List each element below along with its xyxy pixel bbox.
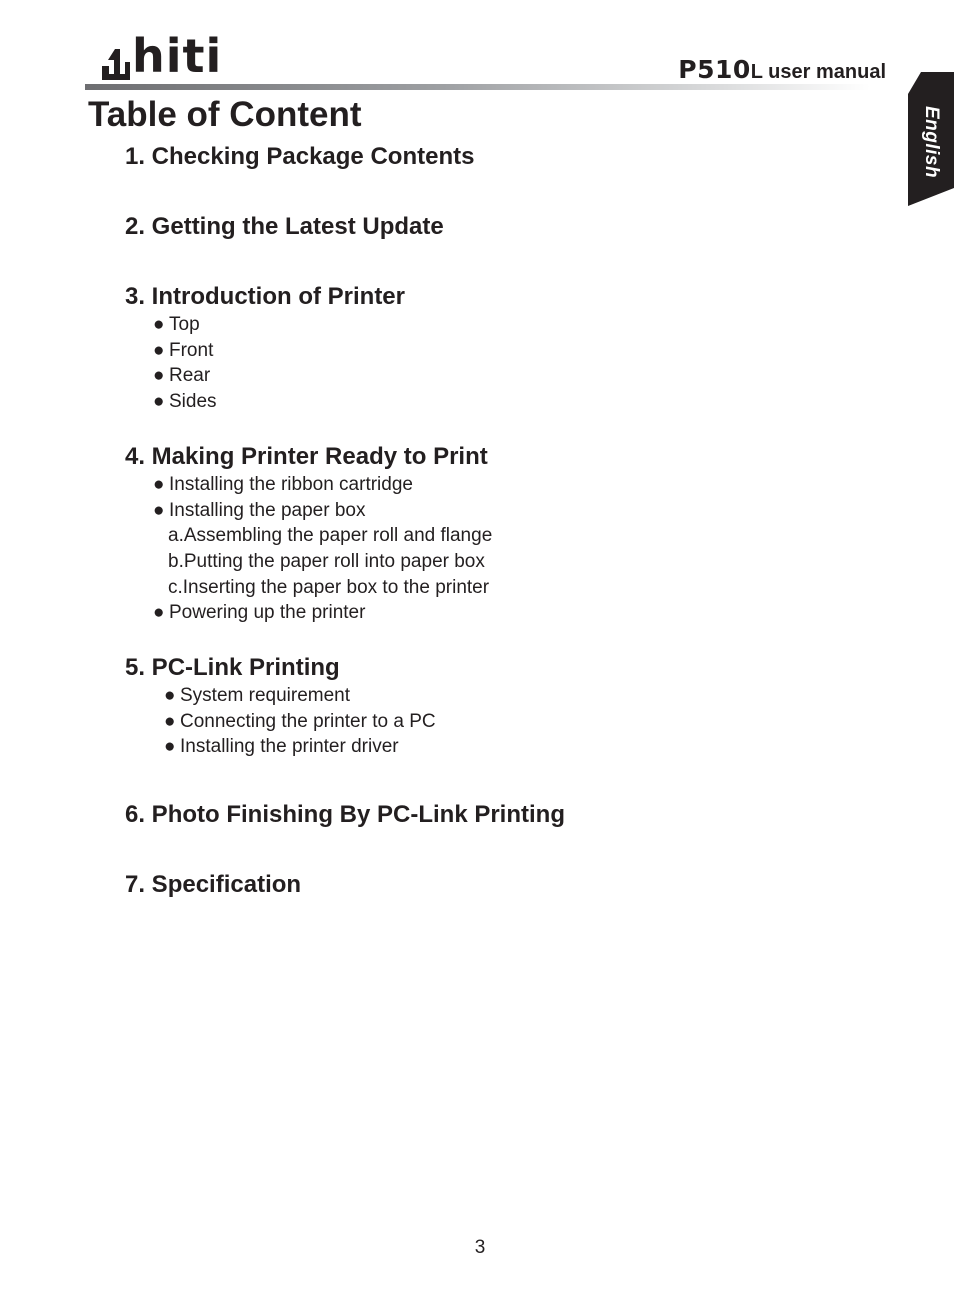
toc-subitem-step[interactable] xyxy=(125,549,825,575)
toc-subitem-label: Top xyxy=(169,314,200,335)
model-name: P510 xyxy=(678,55,751,84)
toc-subitem-label: Powering up the printer xyxy=(169,602,366,624)
toc-subitem[interactable] xyxy=(125,709,825,735)
toc-section-title[interactable]: 2. Getting the Latest Update xyxy=(125,213,444,240)
toc-section-title[interactable]: 5. PC-Link Printing xyxy=(125,654,340,682)
toc-subitem-label: System requirement xyxy=(180,685,351,707)
toc-subsection-list xyxy=(125,683,825,760)
bullet-icon: ● xyxy=(164,685,176,707)
page-number: 3 xyxy=(474,1237,486,1258)
toc-section-title[interactable]: 1. Checking Package Contents xyxy=(125,143,475,170)
toc-subitem-label: c.Inserting the paper box to the printer xyxy=(168,576,490,598)
toc-section-title[interactable]: 7. Specification xyxy=(125,871,302,899)
toc-subitem[interactable] xyxy=(125,600,825,626)
bullet-icon: ● xyxy=(153,499,165,521)
bullet-icon: ● xyxy=(153,602,165,624)
toc-subitem-label: Installing the ribbon cartridge xyxy=(169,473,413,495)
toc-section-3[interactable] xyxy=(125,282,825,415)
page-title: Table of Content xyxy=(88,95,362,134)
toc-subitem-label: a.Assembling the paper roll and flange xyxy=(168,525,493,547)
language-tab xyxy=(908,72,954,206)
toc-subitem[interactable] xyxy=(125,472,825,498)
toc-section-title[interactable]: 3. Introduction of Printer xyxy=(125,283,405,310)
toc-subsection-list xyxy=(125,312,825,415)
toc-section-1[interactable] xyxy=(125,142,825,172)
toc-subitem[interactable] xyxy=(125,498,825,524)
toc-subitem-step[interactable] xyxy=(125,575,825,601)
bullet-icon: ● xyxy=(153,473,165,495)
table-of-contents xyxy=(125,142,825,900)
brand-name: hiti xyxy=(132,29,223,83)
toc-subitem[interactable] xyxy=(125,363,825,389)
manual-title xyxy=(678,57,886,82)
bullet-icon: ● xyxy=(153,391,165,413)
bullet-icon: ● xyxy=(164,736,176,758)
bullet-icon: ● xyxy=(164,710,176,732)
toc-subitem-label: Connecting the printer to a PC xyxy=(180,710,436,732)
language-label: English xyxy=(921,105,942,179)
toc-subitem[interactable] xyxy=(125,312,825,338)
toc-subitem-label: b.Putting the paper roll into paper box xyxy=(168,550,485,572)
toc-subitem-step[interactable] xyxy=(125,523,825,549)
bullet-icon: ● xyxy=(153,365,165,387)
toc-section-4[interactable] xyxy=(125,442,825,626)
toc-section-title[interactable]: 6. Photo Finishing By PC-Link Printing xyxy=(125,801,565,829)
toc-subitem[interactable] xyxy=(125,734,825,760)
header-rule xyxy=(85,84,870,90)
toc-subitem-label: Front xyxy=(169,339,214,361)
toc-section-title[interactable]: 4. Making Printer Ready to Print xyxy=(125,442,488,470)
toc-section-7[interactable] xyxy=(125,870,825,900)
toc-section-2[interactable] xyxy=(125,212,825,242)
model-suffix: L user manual xyxy=(750,61,886,83)
bullet-icon: ● xyxy=(153,314,165,335)
toc-subitem[interactable] xyxy=(125,683,825,709)
toc-subitem-label: Installing the paper box xyxy=(169,499,366,521)
toc-section-6[interactable] xyxy=(125,800,825,830)
hiti-logo-mark-icon xyxy=(100,46,130,80)
toc-subitem-label: Rear xyxy=(169,365,211,387)
toc-subitem[interactable] xyxy=(125,338,825,364)
bullet-icon: ● xyxy=(153,339,165,361)
toc-subitem-label: Installing the printer driver xyxy=(180,736,399,758)
toc-subitem[interactable] xyxy=(125,389,825,415)
toc-subitem-label: Sides xyxy=(169,391,217,413)
toc-section-5[interactable] xyxy=(125,653,825,760)
toc-subsection-list xyxy=(125,472,825,626)
